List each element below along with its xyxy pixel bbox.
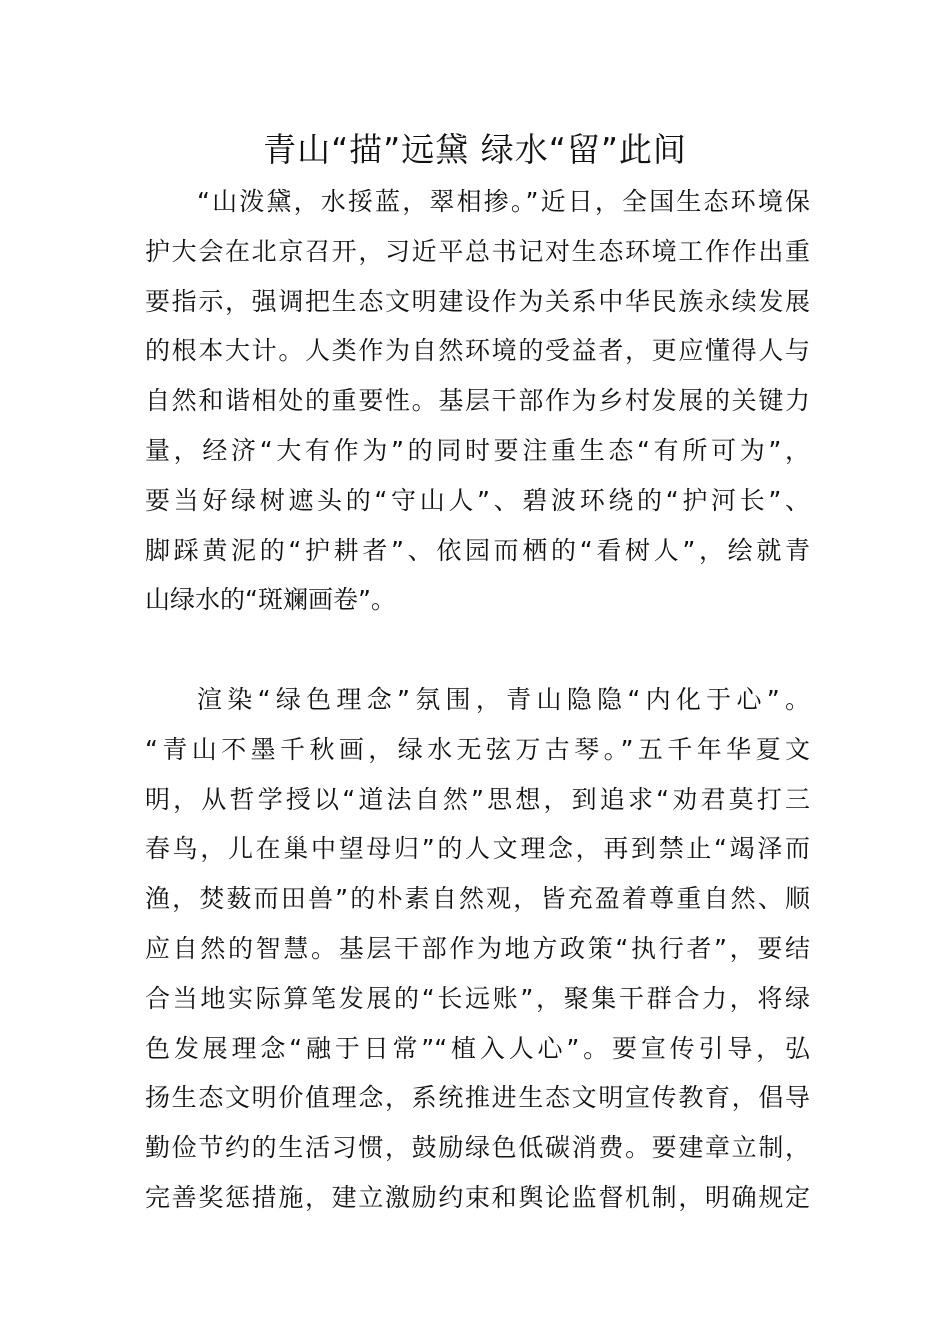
paragraph-line: 要指示，强调把生态文明建设作为关系中华民族永续发展 [145, 286, 810, 316]
paragraph-line: 渲染“绿色理念”氛围，青山隐隐“内化于心”。 [197, 685, 810, 714]
paragraph-line: 自然和谐相处的重要性。基层干部作为乡村发展的关键力 [145, 386, 810, 416]
paragraph-line: 色发展理念“融于日常”“植入人心”。要宣传引导，弘 [145, 1033, 810, 1063]
paragraph-1 [145, 177, 810, 625]
paragraph-line: 脚踩黄泥的“护耕者”、依园而栖的“看树人”，绘就青 [145, 535, 810, 565]
paragraph-2 [145, 675, 810, 1223]
paragraph-line: “青山不墨千秋画，绿水无弦万古琴。”五千年华夏文 [145, 734, 810, 764]
paragraph-line: 扬生态文明价值理念，系统推进生态文明宣传教育，倡导 [145, 1083, 810, 1113]
paragraph-line: 春鸟，儿在巢中望母归”的人文理念，再到禁止“竭泽而 [145, 834, 810, 864]
paragraph-line: 应自然的智慧。基层干部作为地方政策“执行者”，要结 [145, 933, 810, 963]
paragraph-line: 量，经济“大有作为”的同时要注重生态“有所可为”， [145, 435, 810, 465]
paragraph-line: 山绿水的“斑斓画卷”。 [145, 585, 396, 615]
paragraph-line: 护大会在北京召开，习近平总书记对生态环境工作作出重 [145, 236, 810, 266]
paragraph-line: 明，从哲学授以“道法自然”思想，到追求“劝君莫打三 [145, 784, 810, 814]
paragraph-line: 完善奖惩措施，建立激励约束和舆论监督机制，明确规定 [145, 1182, 810, 1212]
paragraph-line: 勤俭节约的生活习惯，鼓励绿色低碳消费。要建章立制， [145, 1133, 810, 1163]
paragraph-line: 的根本大计。人类作为自然环境的受益者，更应懂得人与 [145, 336, 810, 366]
document-title: 青山“描”远黛 绿水“留”此间 [263, 130, 687, 169]
paragraph-line: 合当地实际算笔发展的“长远账”，聚集干群合力，将绿 [145, 983, 810, 1013]
paragraph-line: 渔，焚薮而田兽”的朴素自然观，皆充盈着尊重自然、顺 [145, 884, 810, 914]
paragraph-line: 要当好绿树遮头的“守山人”、碧波环绕的“护河长”、 [145, 485, 810, 515]
paragraph-line: “山泼黛，水挼蓝，翠相掺。”近日，全国生态环境保 [197, 187, 810, 216]
